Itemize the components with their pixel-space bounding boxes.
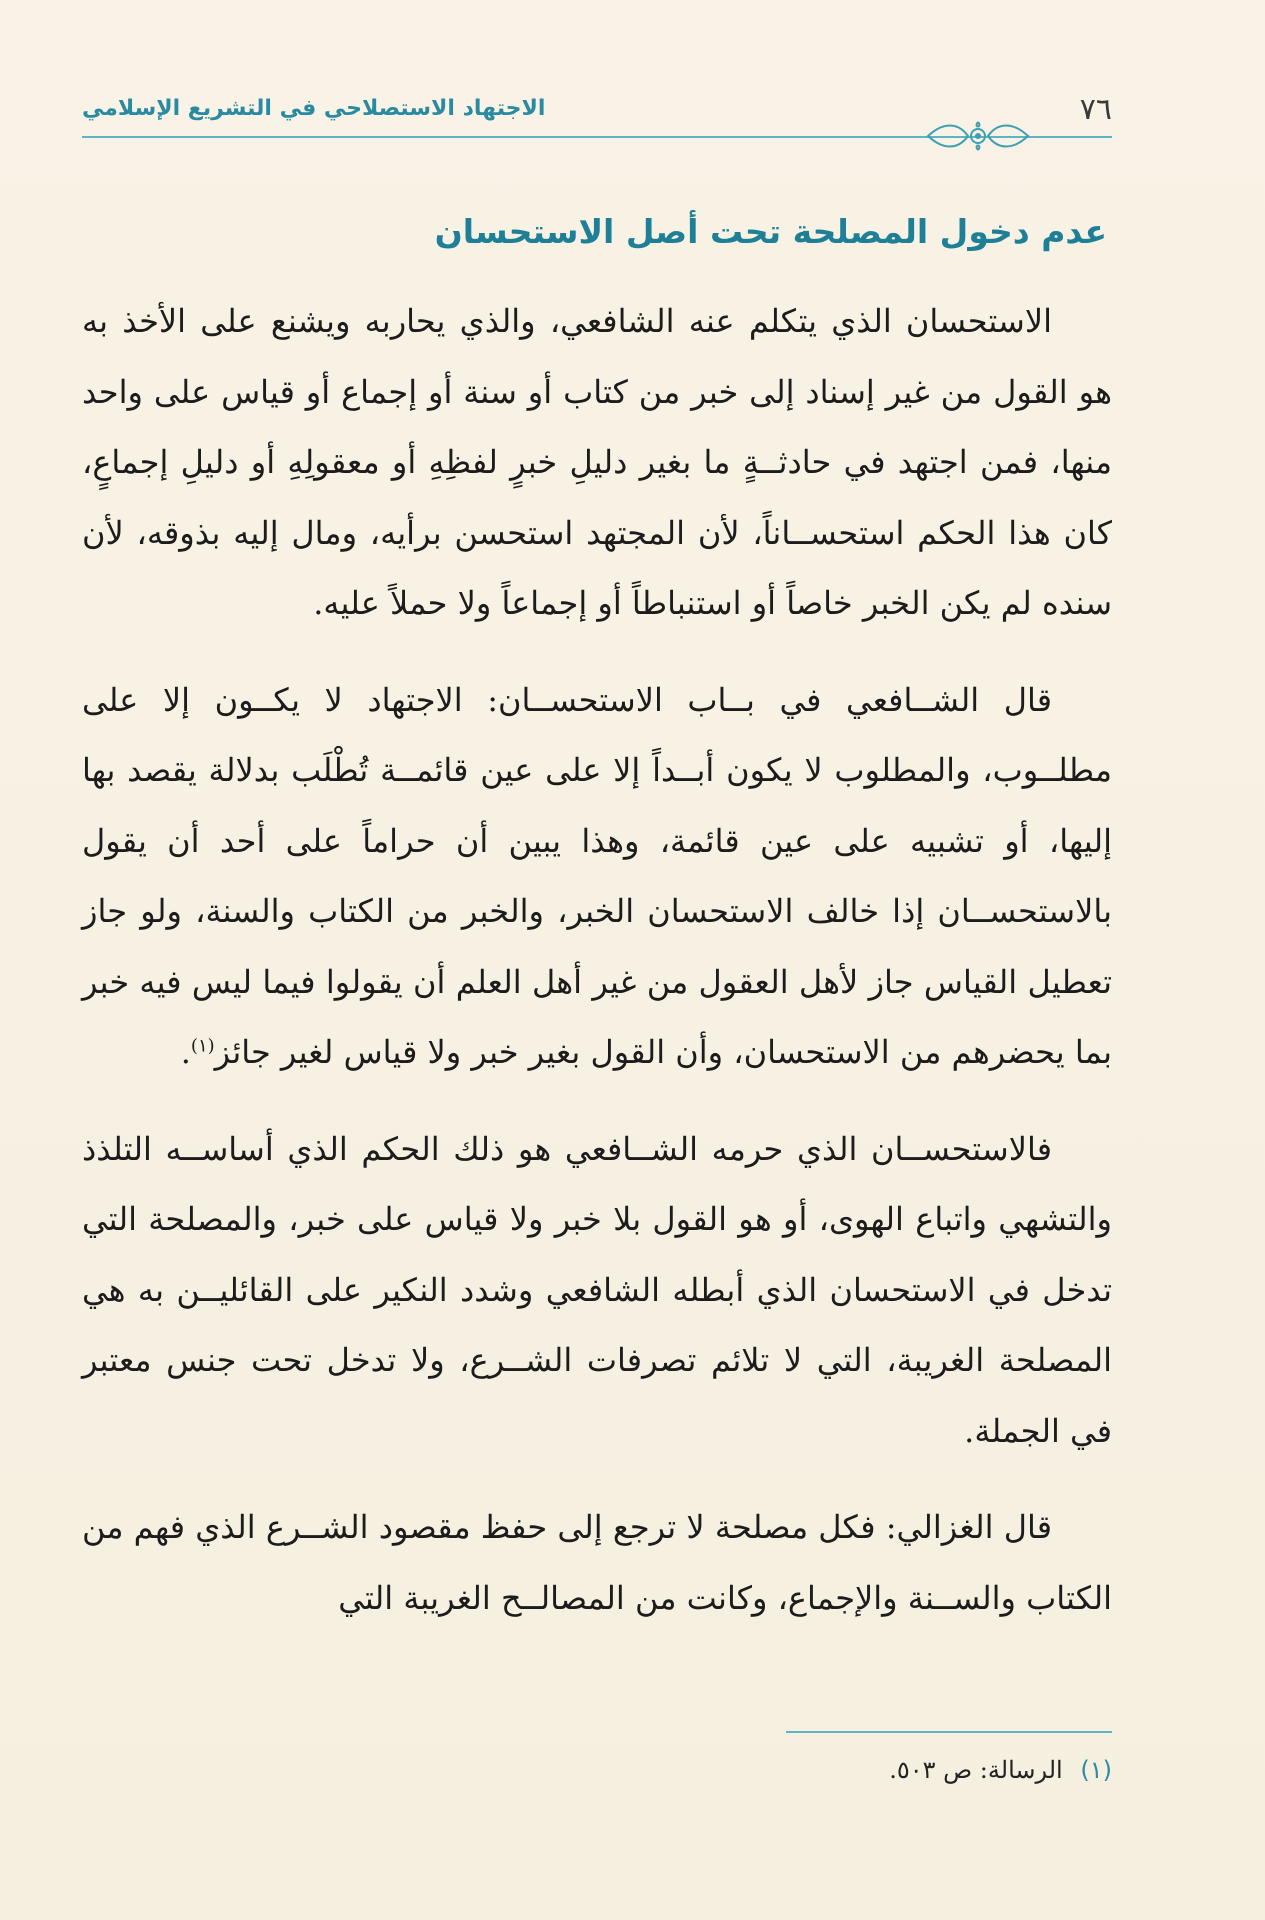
footnote-reference[interactable]: (١) <box>190 1035 215 1057</box>
paragraph-2 <box>82 665 1112 1088</box>
footnote <box>889 1756 1112 1784</box>
ornament-icon <box>918 116 1038 156</box>
section-heading: عدم دخول المصلحة تحت أصل الاستحسان <box>434 212 1107 251</box>
paragraph-4: قال الغزالي: فكل مصلحة لا ترجع إلى حفظ مقصود الشــرع الذي فهم من الكتاب والســنة والإجماع، وكانت من المصالــح الغريبة التي <box>82 1508 1112 1617</box>
body-text <box>82 286 1112 1633</box>
paragraph-1: الاستحسان الذي يتكلم عنه الشافعي، والذي يحاربه ويشنع على الأخذ به هو القول من غير إسناد إلى خبر من كتاب أو سنة أو إجماع أو قياس على واحد منها، فمن اجتهد في حادثــةٍ ما بغير دليلِ خبرٍ لفظِهِ أو معقولِهِ أو دليلِ إجماعٍ، كان هذا الحكم استحســاناً، لأن المجتهد استحسن برأيه، ومال إليه بذوقه، لأن سنده لم يكن الخبر خاصاً أو استنباطاً أو إجماعاً ولا حملاً عليه. <box>82 302 1112 622</box>
paragraph-3: فالاستحســان الذي حرمه الشــافعي هو ذلك الحكم الذي أساســه التلذذ والتشهي واتباع الهوى، أو هو القول بلا خبر ولا قياس على خبر، والمصلحة التي تدخل في الاستحسان الذي أبطله الشافعي وشدد النكير على القائليــن به هي المصلحة الغريبة، التي لا تلائم تصرفات الشــرع، ولا تدخل تحت جنس معتبر في الجملة. <box>82 1129 1113 1450</box>
running-title: الاجتهاد الاستصلاحي في التشريع الإسلامي <box>82 96 546 121</box>
paragraph-2-text: قال الشــافعي في بــاب الاستحســان: الاجتهاد لا يكــون إلا على مطلــوب، والمطلوب لا يكون أبــداً إلا على عين قائمــة تُطْلَب بدلالة يقصد بها إليها، أو تشبيه على عين قائمة، وهذا يبين أن حراماً على أحد أن يقول بالاستحســان إذا خالف الاستحسان الخبر، والخبر من الكتاب والسنة، ولو جاز تعطيل القياس جاز لأهل العقول من غير أهل العلم أن يقولوا فيما ليس فيه خبر بما يحضرهم من الاستحسان، وأن القول بغير خبر ولا قياس لغير جائز <box>82 680 1112 1071</box>
footnote-number: (١) <box>1080 1756 1112 1784</box>
paragraph-2-end: . <box>180 1033 191 1071</box>
footnote-text: الرسالة: ص ٥٠٣. <box>889 1756 1063 1784</box>
page-number: ٧٦ <box>1079 92 1112 127</box>
footnote-rule <box>786 1731 1112 1733</box>
